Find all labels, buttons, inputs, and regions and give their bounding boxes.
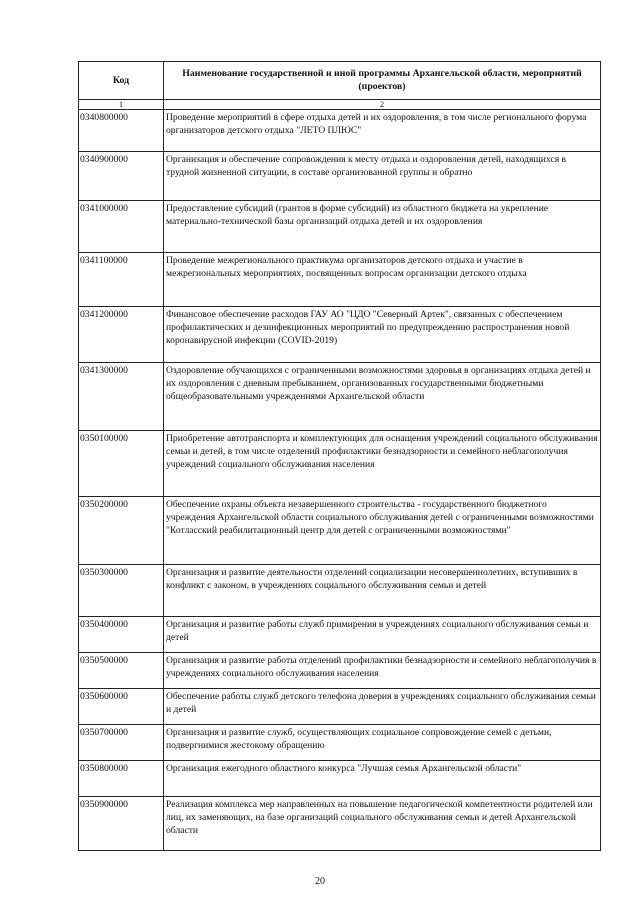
table-row (79, 307, 601, 363)
column-number: 1 (79, 100, 164, 110)
row-name: Организация и развитие работы отделений профилактики безнадзорности и семейного неблагополучия в учреждениях социального обслуживания населения (164, 653, 601, 689)
row-code: 0350700000 (79, 725, 164, 761)
row-code: 0340800000 (79, 110, 164, 152)
table-row (79, 797, 601, 851)
header-name: Наименование государственной и иной программы Архангельской области, мероприятий (проектов) (164, 62, 601, 100)
row-code: 0341000000 (79, 201, 164, 253)
row-name: Проведение мероприятий в сфере отдыха детей и их оздоровления, в том числе регионального форума организаторов детского отдыха "ЛЕТО ПЛЮС" (164, 110, 601, 152)
row-code: 0341200000 (79, 307, 164, 363)
table-row (79, 653, 601, 689)
row-code: 0341300000 (79, 363, 164, 431)
row-name: Организация и развитие служб, осуществляющих социальное сопровождение семей с детьми, подвергнимися жестокому обращению (164, 725, 601, 761)
row-code: 0341100000 (79, 253, 164, 307)
row-code: 0350600000 (79, 689, 164, 725)
row-name: Организация и развитие деятельности отделений социализации несовершеннолетних, вступивших в конфликт с законом, в учреждениях социального обслуживания семьи и детей (164, 565, 601, 617)
table-row (79, 497, 601, 565)
row-name: Организация и развитие работы служб примирения в учреждениях социального обслуживания семьи и детей (164, 617, 601, 653)
row-code: 0350900000 (79, 797, 164, 851)
table-row (79, 110, 601, 152)
table-row (79, 565, 601, 617)
table-row (79, 689, 601, 725)
column-number: 2 (164, 100, 601, 110)
row-code: 0350400000 (79, 617, 164, 653)
row-code: 0350800000 (79, 761, 164, 797)
table-header-row (79, 62, 601, 100)
row-name: Организация ежегодного областного конкурса "Лучшая семья Архангельской области" (164, 761, 601, 797)
table-row (79, 201, 601, 253)
row-name: Оздоровление обучающихся с ограниченными возможностями здоровья в организациях отдыха детей и их оздоровления с дневным пребыванием, организованных государственными бюджетными общеобразовательными учреждениями Архангельской области (164, 363, 601, 431)
table-row (79, 152, 601, 201)
table-row (79, 253, 601, 307)
row-code: 0350100000 (79, 431, 164, 497)
row-name: Приобретение автотранспорта и комплектующих для оснащения учреждений социального обслуживания семьи и детей, в том числе отделений профилактики безнадзорности и семейного неблагополучия учреждений социального обслуживания населения (164, 431, 601, 497)
row-code: 0340900000 (79, 152, 164, 201)
table-row (79, 617, 601, 653)
table-row (79, 431, 601, 497)
row-name: Финансовое обеспечение расходов ГАУ АО "ЦДО "Северный Артек", связанных с обеспечением профилактических и дезинфекционных мероприятий по предупреждению распространения новой коронавирусной инфекции (COVID-2019) (164, 307, 601, 363)
table-row (79, 363, 601, 431)
table-row (79, 725, 601, 761)
row-code: 0350500000 (79, 653, 164, 689)
column-number-row (79, 100, 601, 110)
row-name: Обеспечение работы служб детского телефона доверия в учреждениях социального обслуживания семьи и детей (164, 689, 601, 725)
page-number: 20 (315, 876, 325, 887)
row-code: 0350300000 (79, 565, 164, 617)
program-codes-table (78, 61, 601, 851)
table-row (79, 761, 601, 797)
row-name: Предоставление субсидий (грантов в форме субсидий) из областного бюджета на укрепление материально-технической базы организаций отдыха детей и их оздоровления (164, 201, 601, 253)
row-name: Обеспечение охраны объекта незавершенного строительства - государственного бюджетного учреждения Архангельской области социального обслуживания детей с ограниченными возможностями "Котласский реабилитационный центр для детей с ограниченными возможностями" (164, 497, 601, 565)
row-name: Организация и обеспечение сопровождения к месту отдыха и оздоровления детей, находящихся в трудной жизненной ситуации, в составе организованной группы и обратно (164, 152, 601, 201)
header-code: Код (79, 62, 164, 100)
row-name: Проведение межрегионального практикума организаторов детского отдыха и участие в межрегиональных мероприятиях, посвященных вопросам организации детского отдыха (164, 253, 601, 307)
row-code: 0350200000 (79, 497, 164, 565)
row-name: Реализация комплекса мер направленных на повышение педагогической компетентности родителей или лиц, их заменяющих, на базе организаций социального обслуживания семьи и детей Архангельской области (164, 797, 601, 851)
